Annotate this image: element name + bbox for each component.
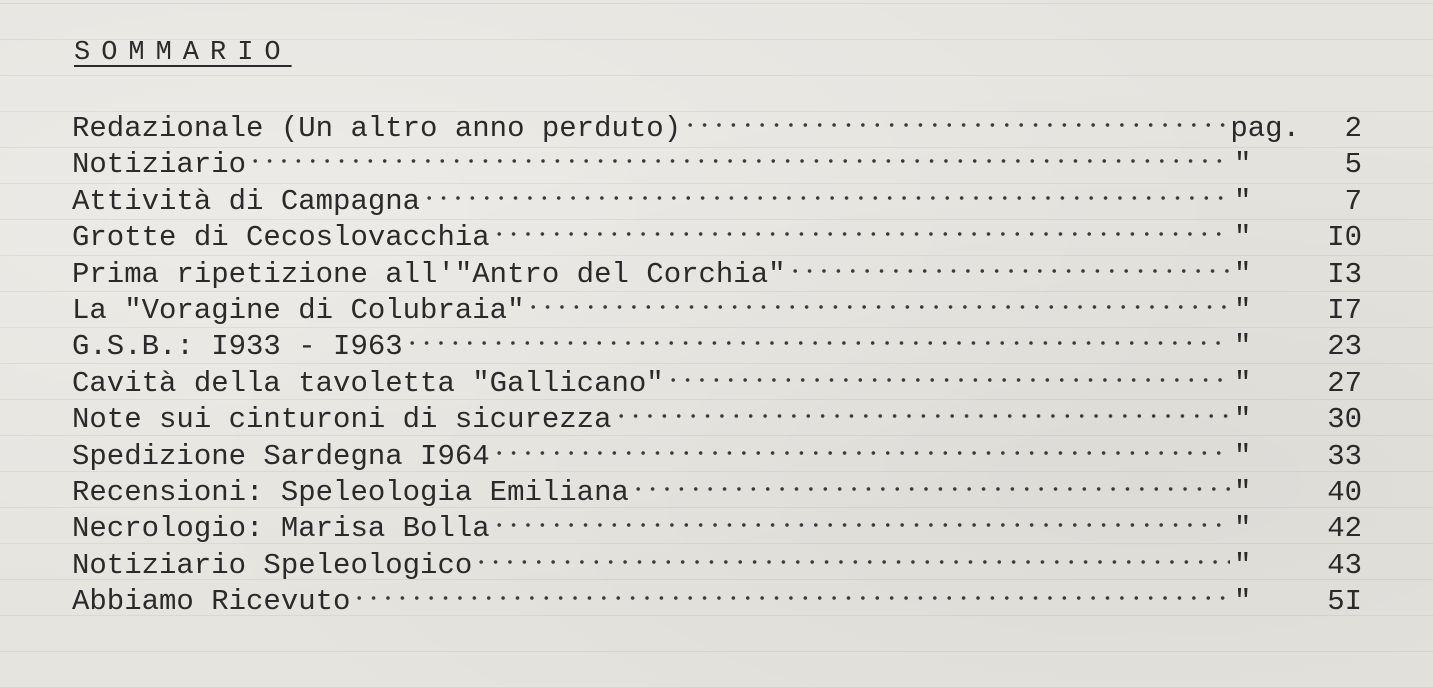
- toc-entry-page-number: 42: [1327, 512, 1362, 546]
- toc-entry-page-number: 27: [1327, 366, 1362, 400]
- toc-entry-title: Cavità della tavoletta "Gallicano": [72, 366, 664, 400]
- toc-entry: [72, 100, 1362, 145]
- dot-leader: [422, 173, 1230, 209]
- toc-entry-title: Note sui cinturoni di sicurezza: [72, 403, 612, 437]
- dot-leader: [492, 209, 1230, 245]
- dot-leader: [631, 464, 1230, 500]
- dot-leader: [248, 136, 1230, 172]
- toc-entry-page-number: 7: [1344, 184, 1362, 218]
- toc-entry-page-number: 2: [1344, 112, 1362, 145]
- toc-entry-page-label: pag.: [1230, 112, 1300, 145]
- toc-entry-page-number: 23: [1327, 330, 1362, 364]
- toc-entry-title: Redazionale (Un altro anno perduto): [72, 112, 682, 145]
- toc-entry-page-label: ": [1234, 221, 1252, 255]
- dot-leader: [526, 282, 1230, 318]
- toc-entry-page-label: ": [1234, 366, 1252, 400]
- toc-entry-page-number: I0: [1327, 221, 1362, 255]
- toc-entry: [72, 537, 1362, 582]
- toc-entry-page-label: ": [1234, 184, 1252, 218]
- toc-entry-title: Prima ripetizione all'"Antro del Corchia": [72, 257, 786, 291]
- toc-entry: [72, 391, 1362, 437]
- toc-entry: [72, 573, 1362, 619]
- dot-leader: [666, 355, 1230, 391]
- toc-entry: [72, 428, 1362, 473]
- page-title: SOMMARIO: [74, 38, 292, 68]
- toc-entry-page-label: ": [1234, 257, 1252, 291]
- toc-entry-page-label: ": [1234, 148, 1252, 182]
- toc-entry-page-label: ": [1234, 330, 1252, 364]
- toc-entry-page-number: 33: [1327, 439, 1362, 473]
- toc-entry-page-label: ": [1234, 439, 1252, 473]
- dot-leader: [492, 500, 1230, 536]
- toc-entry-page-label: ": [1234, 548, 1252, 582]
- toc-entry-title: G.S.B.: I933 - I963: [72, 330, 403, 364]
- toc-entry-page-label: ": [1234, 293, 1252, 327]
- toc-entry: [72, 136, 1362, 182]
- toc-entry: [72, 282, 1362, 327]
- dot-leader: [788, 246, 1230, 282]
- dot-leader: [492, 428, 1230, 464]
- toc-entry-page-label: ": [1234, 403, 1252, 437]
- toc-entry-page-number: 40: [1327, 475, 1362, 509]
- toc-entry: [72, 464, 1362, 509]
- toc-entry-title: Abbiamo Ricevuto: [72, 585, 351, 619]
- toc-entry-page-label: ": [1234, 512, 1252, 546]
- toc-entry-title: Notiziario: [72, 148, 247, 182]
- toc-entry: [72, 318, 1362, 364]
- dot-leader: [474, 537, 1230, 573]
- toc-entry-title: Notiziario Speleologico: [72, 548, 473, 582]
- dot-leader: [405, 318, 1230, 354]
- table-of-contents: [72, 100, 1362, 619]
- toc-entry: [72, 355, 1362, 400]
- toc-entry-title: La "Voragine di Colubraia": [72, 293, 525, 327]
- toc-entry-page-number: 30: [1327, 403, 1362, 437]
- dot-leader: [352, 573, 1230, 609]
- toc-entry-page-number: I3: [1327, 257, 1362, 291]
- toc-entry-page-number: 5I: [1327, 585, 1362, 619]
- toc-entry: [72, 500, 1362, 546]
- toc-entry-title: Grotte di Cecoslovacchia: [72, 221, 490, 255]
- dot-leader: [614, 391, 1231, 427]
- toc-entry: [72, 246, 1362, 291]
- toc-entry: [72, 209, 1362, 255]
- toc-entry-title: Spedizione Sardegna I964: [72, 439, 490, 473]
- toc-entry-title: Necrologio: Marisa Bolla: [72, 512, 490, 546]
- toc-entry-page-label: ": [1234, 475, 1252, 509]
- toc-entry-page-number: I7: [1327, 293, 1362, 327]
- dot-leader: [683, 100, 1226, 136]
- toc-entry-page-number: 43: [1327, 548, 1362, 582]
- toc-entry-title: Recensioni: Speleologia Emiliana: [72, 475, 629, 509]
- toc-entry-page-label: ": [1234, 585, 1252, 619]
- toc-entry-title: Attività di Campagna: [72, 184, 421, 218]
- toc-entry-page-number: 5: [1344, 148, 1362, 182]
- toc-entry: [72, 173, 1362, 218]
